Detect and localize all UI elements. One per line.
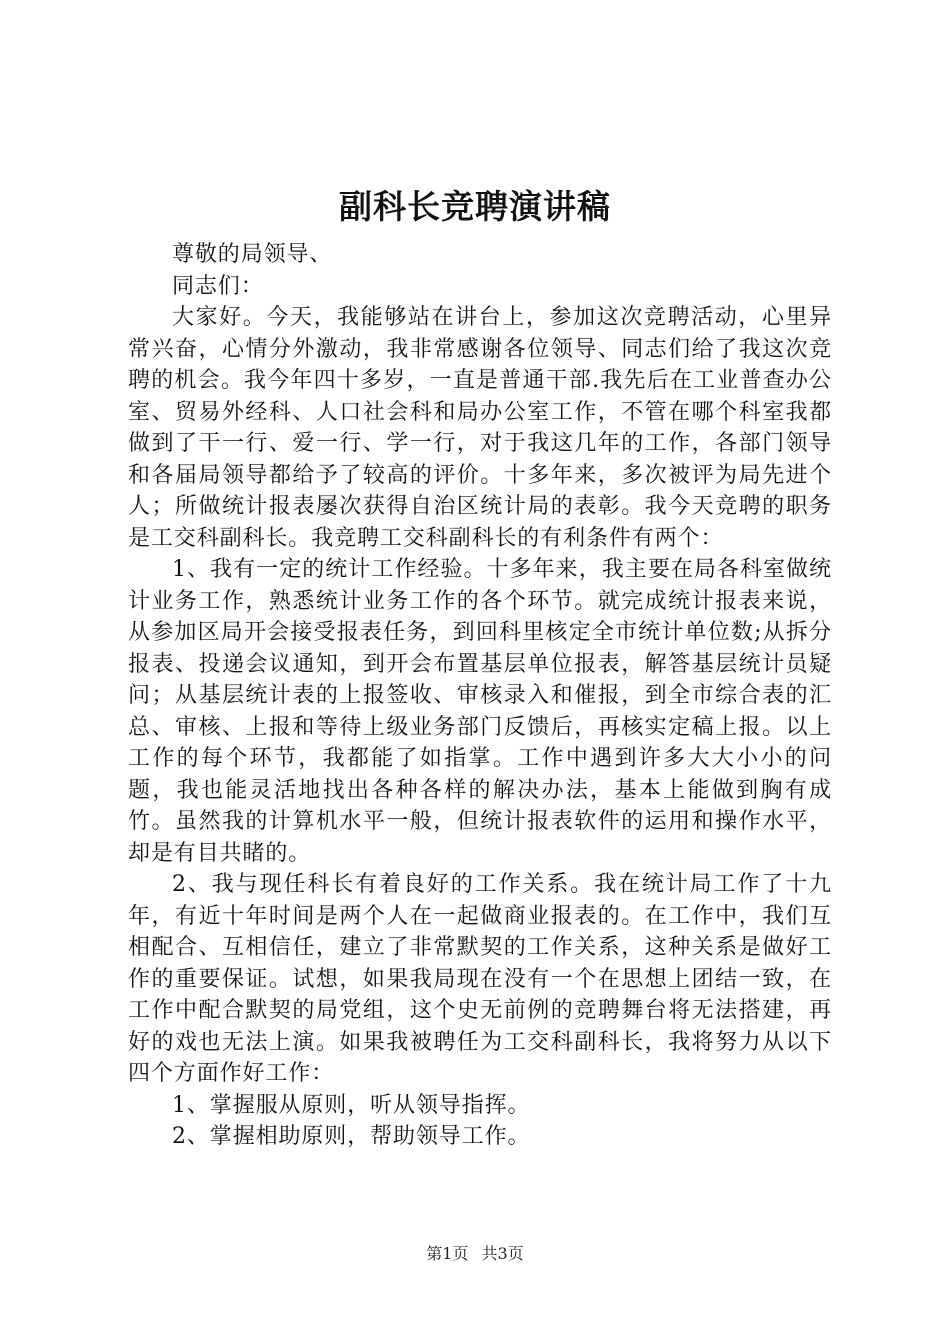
page-total: 共3页 [481,1244,524,1263]
body-paragraph-point-2: 2、我与现任科长有着良好的工作关系。我在统计局工作了十九年，有近十年时间是两个人在一起做商业报表的。在工作中，我们互相配合、互相信任，建立了非常默契的工作关系，这种关系是做好工作的重要保证。试想，如果我局现在没有一个在思想上团结一致，在工作中配合默契的局党组，这个史无前例的竞聘舞台将无法搭建，再好的戏也无法上演。如果我被聘任为工交科副科长，我将努力从以下四个方面作好工作： [128,872,832,1086]
salutation-line-1: 尊敬的局领导、 [172,242,333,267]
body-paragraph-intro: 大家好。今天，我能够站在讲台上，参加这次竞聘活动，心里异常兴奋，心情分外激动，我非常感谢各位领导、同志们给了我这次竞聘的机会。我今年四十多岁，一直是普通干部.我先后在工业普查办公室、贸易外经科、人口社会科和局办公室工作，不管在哪个科室我都做到了干一行、爱一行、学一行，对于我这几年的工作，各部门领导和各届局领导都给予了较高的评价。十多年来，多次被评为局先进个人；所做统计报表屡次获得自治区统计局的表彰。我今天竞聘的职务是工交科副科长。我竞聘工交科副科长的有利条件有两个： [128,305,832,551]
document-body [128,239,832,1153]
body-paragraph-item-2: 2、掌握相助原则，帮助领导工作。 [172,1124,531,1149]
document-title: 副科长竞聘演讲稿 [339,187,611,226]
salutation-line-2: 同志们： [172,273,264,299]
body-paragraph-point-1: 1、我有一定的统计工作经验。十多年来，我主要在局各科室做统计业务工作，熟悉统计业务工作的各个环节。就完成统计报表来说，从参加区局开会接受报表任务，到回科里核定全市统计单位数;从拆分报表、投递会议通知，到开会布置基层单位报表，解答基层统计员疑问；从基层统计表的上报签收、审核录入和催报，到全市综合表的汇总、审核、上报和等待上级业务部门反馈后，再核实定稿上报。以上工作的每个环节，我都能了如指掌。工作中遇到许多大大小小的问题，我也能灵活地找出各种各样的解决办法，基本上能做到胸有成竹。虽然我的计算机水平一般，但统计报表软件的运用和操作水平，却是有目共睹的。 [128,557,832,866]
page-footer [0,1242,950,1266]
page-number: 第1页 [426,1244,469,1263]
body-paragraph-item-1: 1、掌握服从原则，听从领导指挥。 [172,1092,531,1118]
